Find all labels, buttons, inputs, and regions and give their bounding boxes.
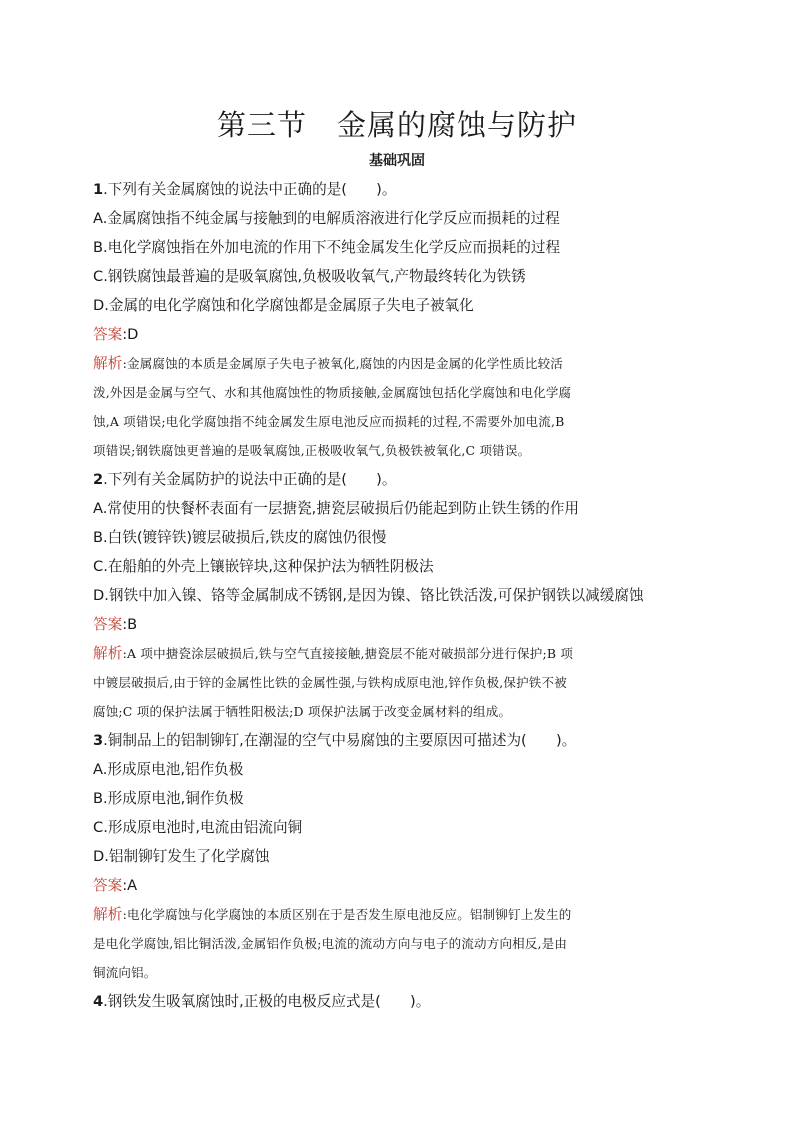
explanation-line: 解析:A 项中搪瓷涂层破损后,铁与空气直接接触,搪瓷层不能对破损部分进行保护;B 项 bbox=[93, 645, 574, 662]
answer-label: 答案 bbox=[93, 326, 123, 343]
question-stem: 1.下列有关金属腐蚀的说法中正确的是( )。 bbox=[93, 181, 397, 198]
explanation-line: 解析:金属腐蚀的本质是金属原子失电子被氧化,腐蚀的内因是金属的化学性质比较活 bbox=[93, 355, 563, 372]
question-number: 2 bbox=[93, 471, 104, 488]
section-heading: 基础巩固 bbox=[369, 153, 425, 169]
option-d: D.钢铁中加入镍、铬等金属制成不锈钢,是因为镍、铬比铁活泼,可保护钢铁以减缓腐蚀 bbox=[93, 587, 644, 604]
question-list bbox=[93, 175, 703, 1016]
answer-line bbox=[93, 320, 703, 349]
option-b: B.白铁(镀锌铁)镀层破损后,铁皮的腐蚀仍很慢 bbox=[93, 529, 387, 546]
explanation-line: 项错误;钢铁腐蚀更普遍的是吸氧腐蚀,正极吸收氧气,负极铁被氧化,C 项错误。 bbox=[93, 443, 531, 458]
explanation-line: 是电化学腐蚀,铝比铜活泼,金属铝作负极;电流的流动方向与电子的流动方向相反,是由 bbox=[93, 936, 568, 951]
explanation-line: 泼,外因是金属与空气、水和其他腐蚀性的物质接触,金属腐蚀包括化学腐蚀和电化学腐 bbox=[93, 385, 572, 400]
answer-value: :A bbox=[122, 877, 138, 894]
explanation-label: 解析 bbox=[93, 355, 123, 372]
question-2 bbox=[93, 465, 703, 726]
option-c: C.钢铁腐蚀最普遍的是吸氧腐蚀,负极吸收氧气,产物最终转化为铁锈 bbox=[93, 268, 526, 285]
answer-label: 答案 bbox=[93, 616, 123, 633]
option-a: A.形成原电池,铝作负极 bbox=[93, 761, 244, 778]
answer-line bbox=[93, 871, 703, 900]
explanation-label: 解析 bbox=[93, 906, 123, 923]
answer-label: 答案 bbox=[93, 877, 123, 894]
explanation-line: 蚀,A 项错误;电化学腐蚀指不纯金属发生原电池反应而损耗的过程,不需要外加电流,B bbox=[93, 414, 565, 429]
question-stem: 4.钢铁发生吸氧腐蚀时,正极的电极反应式是( )。 bbox=[93, 993, 431, 1010]
question-3 bbox=[93, 726, 703, 987]
explanation-line: 铜流向铝。 bbox=[93, 965, 157, 980]
option-c: C.在船舶的外壳上镶嵌锌块,这种保护法为牺牲阴极法 bbox=[93, 558, 434, 575]
option-c: C.形成原电池时,电流由铝流向铜 bbox=[93, 819, 303, 836]
option-d: D.铝制铆钉发生了化学腐蚀 bbox=[93, 848, 270, 865]
question-1 bbox=[93, 175, 703, 465]
answer-value: :D bbox=[122, 326, 139, 343]
answer-value: :B bbox=[122, 616, 138, 633]
option-d: D.金属的电化学腐蚀和化学腐蚀都是金属原子失电子被氧化 bbox=[93, 297, 474, 314]
question-number: 1 bbox=[93, 181, 104, 198]
explanation-line: 中镀层破损后,由于锌的金属性比铁的金属性强,与铁构成原电池,锌作负极,保护铁不被 bbox=[93, 675, 567, 690]
option-a: A.常使用的快餐杯表面有一层搪瓷,搪瓷层破损后仍能起到防止铁生锈的作用 bbox=[93, 500, 580, 517]
option-b: B.形成原电池,铜作负极 bbox=[93, 790, 244, 807]
explanation-label: 解析 bbox=[93, 645, 123, 662]
explanation-line: 腐蚀;C 项的保护法属于牺牲阳极法;D 项保护法属于改变金属材料的组成。 bbox=[93, 704, 512, 719]
question-4 bbox=[93, 987, 703, 1016]
answer-line bbox=[93, 610, 703, 639]
question-number: 4 bbox=[93, 993, 104, 1010]
question-number: 3 bbox=[93, 732, 104, 749]
page-title: 第三节 金属的腐蚀与防护 bbox=[216, 108, 577, 142]
question-stem: 2.下列有关金属防护的说法中正确的是( )。 bbox=[93, 471, 397, 488]
option-a: A.金属腐蚀指不纯金属与接触到的电解质溶液进行化学反应而损耗的过程 bbox=[93, 210, 560, 227]
question-stem: 3.铜制品上的铝制铆钉,在潮湿的空气中易腐蚀的主要原因可描述为( )。 bbox=[93, 732, 577, 749]
explanation-line: 解析:电化学腐蚀与化学腐蚀的本质区别在于是否发生原电池反应。铝制铆钉上发生的 bbox=[93, 906, 572, 923]
option-b: B.电化学腐蚀指在外加电流的作用下不纯金属发生化学反应而损耗的过程 bbox=[93, 239, 561, 256]
